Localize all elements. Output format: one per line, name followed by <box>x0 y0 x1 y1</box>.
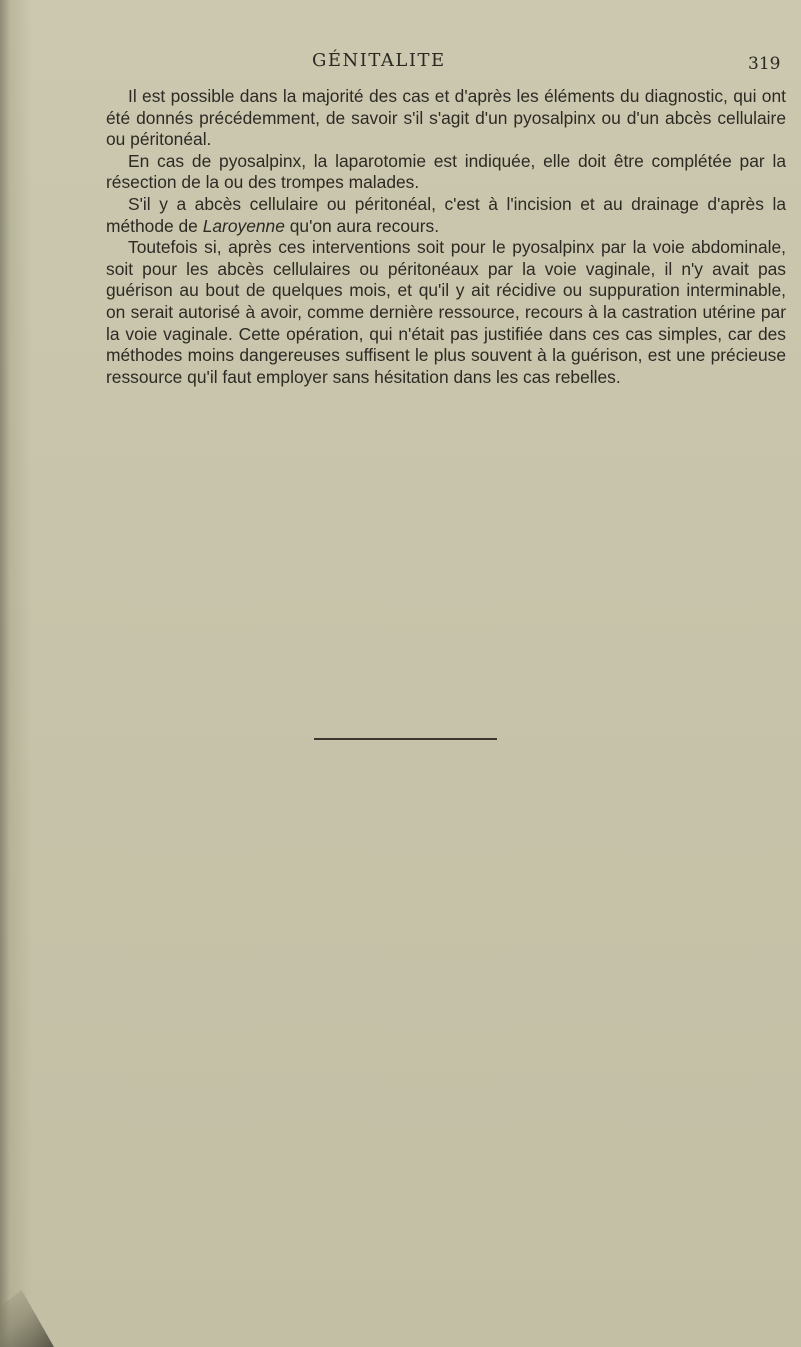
paragraph-diagnosis: Il est possible dans la majorité des cas et d'après les éléments du diagnostic, qui ont été donnés précédemment, de savoir s'il s'agit d'un pyosalpinx ou d'un abcès cellulaire ou péritonéal. <box>106 86 786 150</box>
paragraph-abscess-start: S'il y a abcès cellulaire ou péritonéal, c'est à l'incision et au drainage d'après la méthode de <box>106 193 786 236</box>
page-number: 319 <box>748 54 781 74</box>
running-title: GÉNITALITE <box>312 50 446 71</box>
paragraph-abscess-end: qu'on aura recours. <box>284 215 440 236</box>
paragraph-pyosalpinx: En cas de pyosalpinx, la laparotomie est indiquée, elle doit être complétée par la résection de la ou des trompes malades. <box>106 150 786 193</box>
section-end-rule <box>314 738 497 740</box>
body-text <box>106 86 786 388</box>
author-name-emphasis: Laroyenne <box>202 215 285 236</box>
paragraph-castration: Toutefois si, après ces interventions soit pour le pyosalpinx par la voie abdominale, soit pour les abcès cellulaires ou péritonéaux par la voie vaginale, il n'y avait pas guérison au bout de quelques mois, et qu'il y ait récidive ou suppuration interminable, on serait autorisé à avoir, comme dernière ressource, recours à la castration utérine par la voie vaginale. Cette opération, qui n'était pas justifiée dans ces cas simples, car des méthodes moins dangereuses suffisent le plus souvent à la guérison, est une précieuse ressource qu'il faut employer sans hésitation dans les cas rebelles. <box>106 237 786 387</box>
paragraph-abscess <box>106 194 786 237</box>
running-header <box>0 40 801 72</box>
page-corner-shadow <box>0 1290 54 1347</box>
